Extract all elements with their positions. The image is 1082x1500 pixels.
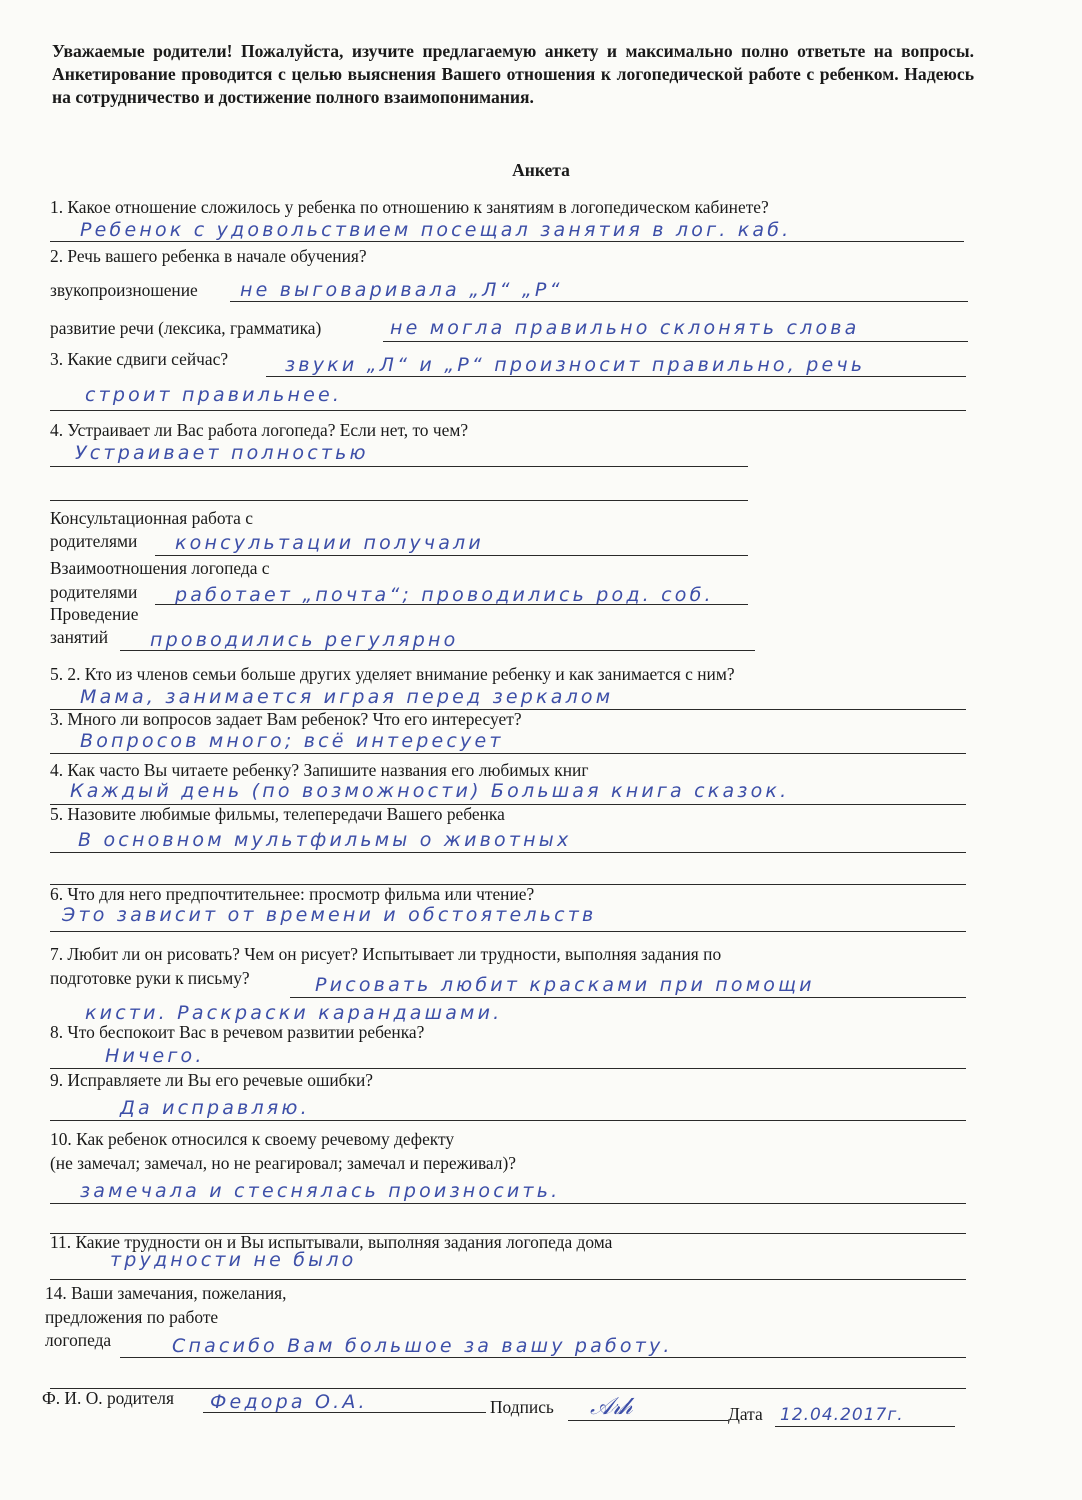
question-13-line-1: 10. Как ребенок относился к своему речевому дефекту xyxy=(50,1129,455,1149)
answer-line xyxy=(50,241,964,242)
question-3: 3. Какие сдвиги сейчас? xyxy=(50,349,229,369)
signature-mark: 𝒜𝓇𝒽 xyxy=(590,1392,631,1420)
answer-line xyxy=(120,650,755,651)
answer-line xyxy=(203,1412,486,1413)
answer-line xyxy=(50,931,966,932)
consult-label-1: Консультационная работа с xyxy=(50,508,253,528)
answer-line xyxy=(383,341,968,342)
answer-9[interactable]: Это зависит от времени и обстоятельств xyxy=(62,904,597,926)
relations-label-2: родителями xyxy=(50,582,138,602)
answer-line xyxy=(50,1120,966,1121)
answer-line xyxy=(50,1279,966,1280)
answer-line xyxy=(266,376,966,377)
fio-value[interactable]: Федора О.А. xyxy=(210,1391,368,1413)
answer-line xyxy=(50,1068,966,1069)
answer-4[interactable]: Устраивает полностью xyxy=(75,442,369,464)
answer-line xyxy=(50,753,966,754)
relations-label-1: Взаимоотношения логопеда с xyxy=(50,558,270,578)
question-9: 6. Что для него предпочтительнее: просмотр фильма или чтение? xyxy=(50,884,535,904)
question-6: 3. Много ли вопросов задает Вам ребенок? Что его интересует? xyxy=(50,709,522,729)
answer-line xyxy=(50,500,748,501)
answer-line xyxy=(155,555,748,556)
remarks-answer[interactable]: Спасибо Вам большое за вашу работу. xyxy=(172,1335,673,1357)
answer-7[interactable]: Каждый день (по возможности) Большая книга сказок. xyxy=(70,780,790,802)
answer-8[interactable]: В основном мультфильмы о животных xyxy=(78,829,572,851)
question-7: 4. Как часто Вы читаете ребенку? Запишите названия его любимых книг xyxy=(50,760,589,780)
answer-line xyxy=(50,852,966,853)
question-13-line-2: (не замечал; замечал, но не реагировал; замечал и переживал)? xyxy=(50,1153,516,1173)
lessons-label-2: занятий xyxy=(50,627,109,647)
sound-label: звукопроизношение xyxy=(50,280,198,300)
answer-line xyxy=(120,1357,966,1358)
answer-6[interactable]: Вопросов много; всё интересует xyxy=(80,730,504,752)
question-4: 4. Устраивает ли Вас работа логопеда? Если нет, то чем? xyxy=(50,420,469,440)
question-10-line-1: 7. Любит ли он рисовать? Чем он рисует? Испытывает ли трудности, выполняя задания по xyxy=(50,944,722,964)
remarks-label-3: логопеда xyxy=(45,1330,112,1350)
answer-10-line-1[interactable]: Рисовать любит красками при помощи xyxy=(315,974,815,996)
lessons-label-1: Проведение xyxy=(50,604,139,624)
remarks-label-2: предложения по работе xyxy=(45,1307,219,1327)
question-14: 11. Какие трудности он и Вы испытывали, выполняя задания логопеда дома xyxy=(50,1232,613,1252)
question-8: 5. Назовите любимые фильмы, телепередачи Вашего ребенка xyxy=(50,804,505,824)
answer-line xyxy=(50,1388,966,1389)
intro-text: Уважаемые родители! Пожалуйста, изучите предлагаемую анкету и максимально полно ответьте на вопросы. Анкетирование проводится с целью выяснения Вашего отношения к логопедической работе с ребенком. Надеюсь на сотрудничество и достижение полного взаимопонимания. xyxy=(52,41,974,107)
consult-answer[interactable]: консультации получали xyxy=(175,532,484,554)
signature-label: Подпись xyxy=(490,1397,554,1417)
answer-line xyxy=(230,301,968,302)
question-5: 5. 2. Кто из членов семьи больше других уделяет внимание ребенку и как занимается с ним? xyxy=(50,664,735,684)
answer-1[interactable]: Ребенок с удовольствием посещал занятия в лог. каб. xyxy=(80,219,792,241)
question-11: 8. Что беспокоит Вас в речевом развитии ребенка? xyxy=(50,1022,425,1042)
answer-line xyxy=(50,1203,966,1204)
sound-answer[interactable]: не выговаривала „Л“ „Р“ xyxy=(240,279,563,301)
answer-10-line-2[interactable]: кисти. Раскраски карандашами. xyxy=(85,1002,503,1024)
answer-line xyxy=(568,1420,728,1421)
answer-14[interactable]: трудности не было xyxy=(110,1249,357,1271)
relations-answer[interactable]: работает „почта“; проводились род. соб. xyxy=(175,584,714,606)
consult-label-2: родителями xyxy=(50,531,138,551)
question-12: 9. Исправляете ли Вы его речевые ошибки? xyxy=(50,1070,373,1090)
answer-12[interactable]: Да исправляю. xyxy=(120,1097,310,1119)
speech-answer[interactable]: не могла правильно склонять слова xyxy=(390,317,860,339)
speech-label: развитие речи (лексика, грамматика) xyxy=(50,318,322,338)
answer-13[interactable]: замечала и стеснялась произносить. xyxy=(80,1180,561,1202)
answer-11[interactable]: Ничего. xyxy=(105,1045,205,1067)
answer-line xyxy=(290,997,966,998)
lessons-answer[interactable]: проводились регулярно xyxy=(150,629,459,651)
page-title: Анкета xyxy=(512,160,570,180)
question-1: 1. Какое отношение сложилось у ребенка по отношению к занятиям в логопедическом кабинете? xyxy=(50,197,769,217)
answer-line xyxy=(50,466,748,467)
date-label: Дата xyxy=(728,1404,763,1424)
remarks-label-1: 14. Ваши замечания, пожелания, xyxy=(45,1283,287,1303)
answer-line xyxy=(775,1426,955,1427)
answer-5[interactable]: Мама, занимается играя перед зеркалом xyxy=(80,686,614,708)
answer-line xyxy=(50,410,966,411)
answer-3-line-2[interactable]: строит правильнее. xyxy=(85,384,343,406)
date-value[interactable]: 12.04.2017г. xyxy=(780,1405,904,1425)
question-10-line-2: подготовке руки к письму? xyxy=(50,968,250,988)
answer-line xyxy=(155,604,748,605)
question-2: 2. Речь вашего ребенка в начале обучения? xyxy=(50,246,367,266)
fio-label: Ф. И. О. родителя xyxy=(42,1388,174,1408)
answer-3-line-1[interactable]: звуки „Л“ и „Р“ произносит правильно, речь xyxy=(285,354,866,376)
